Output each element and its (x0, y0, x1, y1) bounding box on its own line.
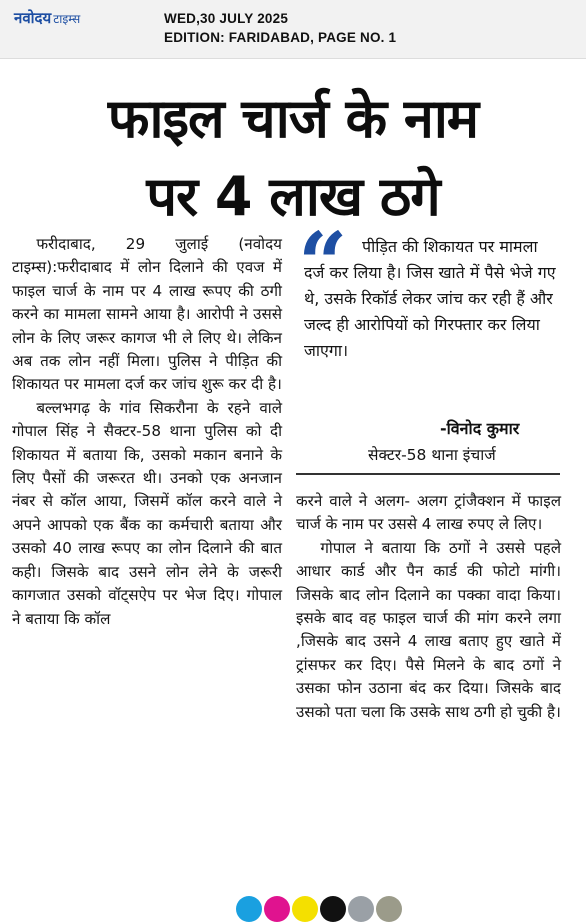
left-paragraph-1: फरीदाबाद, 29 जुलाई (नवोदय टाइम्स):फरीदाबाद में लोन दिलाने की एवज में फाइल चार्ज के नाम पर 4 लाख रूपए की ठगी करने का मामला सामने आया है। आरोपी ने उससे लोन के लिए जरूर कागज भी ले लिए थे। लेकिन अब तक लोन नहीं मिला। पुलिस ने पीड़ित की शिकायत पर मामला दर्ज कर जांच शुरू कर दी है। (12, 235, 282, 394)
headline-line-1: फाइल चार्ज के नाम (107, 87, 479, 150)
logo-sub: टाइम्स (53, 12, 81, 26)
registration-swatch-grey (348, 896, 374, 922)
right-paragraph-1: करने वाले ने अलग- अलग ट्रांजैक्शन में फाइल चार्ज के नाम पर उससे 4 लाख रुपए ले लिए। (296, 492, 561, 534)
headline-line-2: पर 4 लाख ठगे (146, 165, 440, 228)
quote-box (304, 234, 562, 364)
registration-swatch-magenta (264, 896, 290, 922)
left-paragraph-2: बल्लभगढ़ के गांव सिकरौना के रहने वाले गोपाल सिंह ने सैक्टर-58 थाना पुलिस को दी शिकायत में बताया कि, उसको मकान बनाने के लिए पैसों की जरूरत थी। उनको एक अनजान नंबर से कॉल आया, जिसमें कॉल करने वाले ने अपने आपको एक बैंक का कर्मचारी बताया और उसको 40 लाख रूपए का लोन दिलाने की बात कही। जिसके बाद उसने लोन लेने के जरूरी कागजात उसको वॉट्सऐप पर भेज दिए। गोपाल ने बताया कि कॉल (12, 398, 282, 628)
left-column (12, 233, 282, 631)
quote-text: पीड़ित की शिकायत पर मामला दर्ज कर लिया है। जिस खाते में पैसे भेजे गए थे, उसके रिकॉर्ड लेकर जांच कर रही हैं और जल्द ही आरोपियों को गिरफ्तार कर लिया जाएगा। (304, 237, 556, 360)
quote-attribution-name: -विनोद कुमार (440, 419, 520, 438)
right-column (296, 490, 561, 724)
quote-attribution-title: सेक्टर-58 थाना इंचार्ज (368, 446, 496, 464)
right-paragraph-2: गोपाल ने बताया कि ठगों ने उससे पहले आधार कार्ड और पैन कार्ड की फोटो मांगी। जिसके बाद लोन दिलाने का पक्का वादा किया। इसके बाद वह फाइल चार्ज की मांग करने लगा ,जिसके बाद उसने 4 लाख बताए हुए खाते में ट्रांसफर कर दिए। पैसे मिलने के बाद ठगों ने उसका फोन उठाना बंद कर दिया। जिसके बाद उसको पता चला कि उसके साथ ठगी हो चुकी है। (296, 538, 561, 721)
edition-header (0, 0, 586, 59)
registration-swatch-cyan (236, 896, 262, 922)
edition-line: EDITION: FARIDABAD, PAGE NO. 1 (164, 30, 397, 45)
quote-divider (296, 473, 560, 475)
registration-swatch-yellow (292, 896, 318, 922)
registration-marks (236, 896, 402, 911)
logo-main: नवोदय (14, 9, 52, 27)
headline (0, 80, 586, 236)
masthead-logo (14, 8, 80, 28)
registration-swatch-black (320, 896, 346, 922)
registration-swatch-olive (376, 896, 402, 922)
quote-mark-icon: “ (298, 214, 348, 315)
edition-date: WED,30 JULY 2025 (164, 11, 289, 26)
edition-meta (164, 9, 396, 47)
